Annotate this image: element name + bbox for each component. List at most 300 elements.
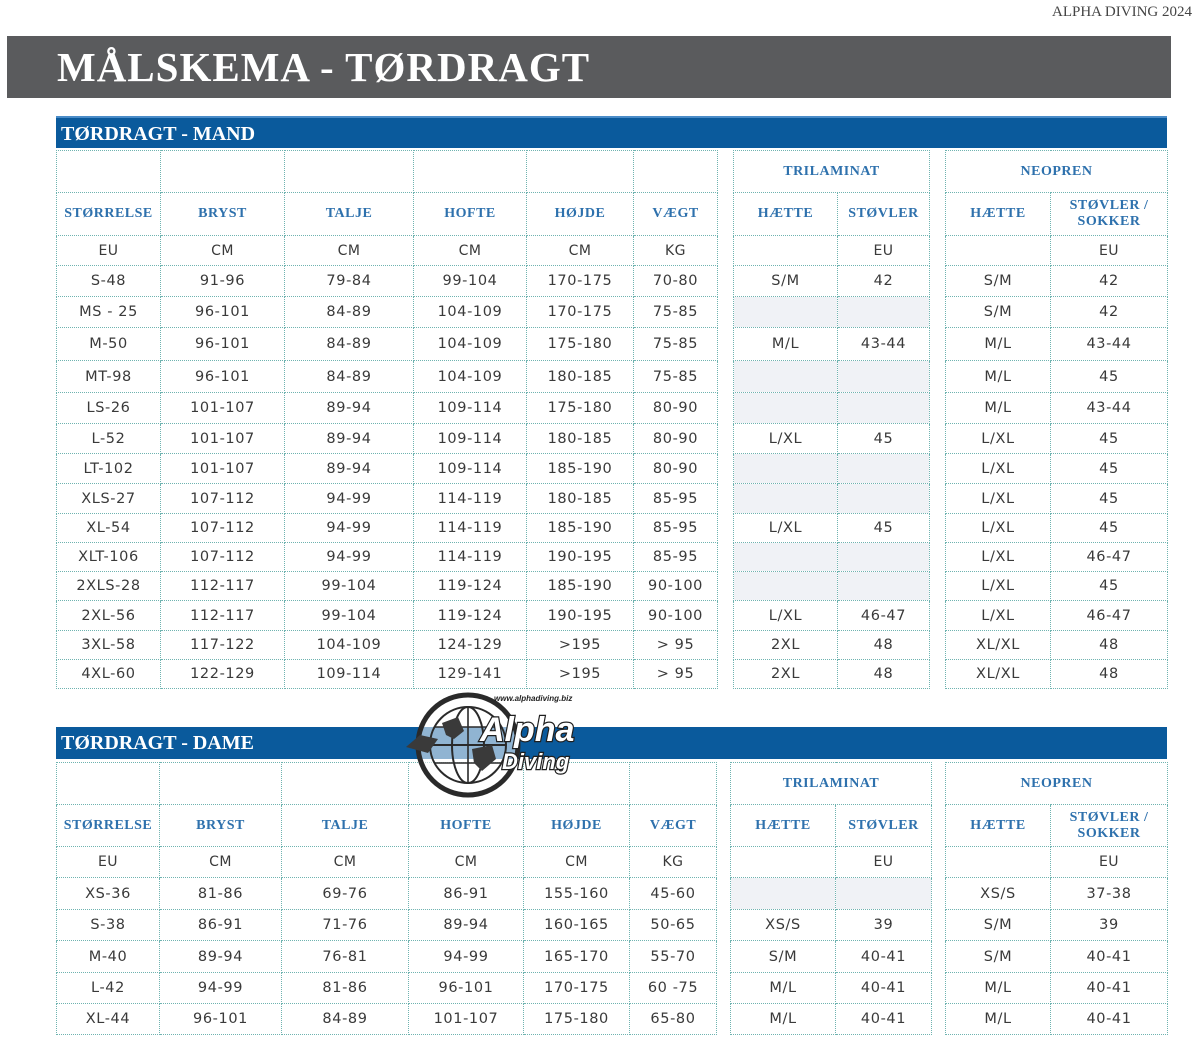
table-cell: 40-41 [836,973,932,1004]
table-cell: 96-101 [161,328,285,361]
table-cell: 96-101 [161,361,285,393]
table-row [734,454,930,484]
table-cell: L/XL [946,484,1051,514]
table-cell [838,484,930,514]
table-cell: L/XL [946,572,1051,601]
column-header: VÆGT [630,805,717,847]
table-cell [734,454,838,484]
table-cell: 75-85 [634,297,718,328]
group-label: TRILAMINAT [734,151,930,193]
table-cell: L-42 [57,973,160,1004]
table-cell: 99-104 [285,572,414,601]
table-row [946,660,1168,689]
group-header-row [734,151,930,193]
table-cell: 94-99 [285,484,414,514]
table-cell: L/XL [734,601,838,631]
mand-main-table [56,150,718,689]
table-cell: 109-114 [414,424,527,454]
column-header-row [57,193,718,236]
table-cell: 48 [838,631,930,660]
table-cell: 89-94 [409,910,524,941]
table-cell: 96-101 [409,973,524,1004]
table-cell: 40-41 [836,941,932,973]
table-cell: 71-76 [282,910,409,941]
group-label: NEOPREN [946,763,1168,805]
table-cell: 84-89 [285,328,414,361]
unit-label [731,847,836,878]
table-cell: M/L [734,328,838,361]
table-cell: L/XL [946,543,1051,572]
table-cell: 165-170 [524,941,630,973]
table-cell: 48 [838,660,930,689]
blank-header-cell [414,151,527,193]
column-header: STØVLER / SOKKER [1051,193,1168,236]
table-cell: 109-114 [414,393,527,424]
table-cell: 94-99 [285,514,414,543]
table-cell: 45 [1051,484,1168,514]
section-title-mand: TØRDRAGT - MAND [61,123,256,145]
table-cell: 91-96 [161,266,285,297]
table-row [734,572,930,601]
group-label: NEOPREN [946,151,1168,193]
table-cell: 101-107 [161,393,285,424]
table-cell: 70-80 [634,266,718,297]
unit-label: CM [282,847,409,878]
unit-label: KG [634,236,718,266]
table-cell: 45 [1051,424,1168,454]
unit-label: EU [838,236,930,266]
table-row [946,484,1168,514]
group-header-row [946,151,1168,193]
table-cell: 43-44 [1051,393,1168,424]
table-cell: 46-47 [1051,601,1168,631]
table-cell: XLT-106 [57,543,161,572]
blank-header-cell [527,151,634,193]
table-cell: 2XL [734,660,838,689]
table-row [946,973,1168,1004]
table-cell: 89-94 [160,941,282,973]
table-cell: 101-107 [409,1004,524,1035]
table-row [946,572,1168,601]
table-cell: L/XL [946,454,1051,484]
page-title: MÅLSKEMA - TØRDRAGT [57,44,591,90]
table-cell: 94-99 [409,941,524,973]
table-cell: > 95 [634,631,718,660]
table-cell: 109-114 [285,660,414,689]
table-cell: 40-41 [1051,1004,1168,1035]
table-cell: 80-90 [634,424,718,454]
table-cell: S/M [946,266,1051,297]
table-cell: 185-190 [527,454,634,484]
table-cell: 60 -75 [630,973,717,1004]
column-header: HOFTE [414,193,527,236]
blank-header-cell [57,151,161,193]
table-cell: XS-36 [57,878,160,910]
table-cell: L/XL [734,514,838,543]
table-cell: 104-109 [414,361,527,393]
unit-row [731,847,932,878]
table-row [734,393,930,424]
unit-label: KG [630,847,717,878]
unit-label: CM [161,236,285,266]
table-cell: M/L [731,973,836,1004]
table-cell: 48 [1051,660,1168,689]
table-cell: 45-60 [630,878,717,910]
table-row [734,514,930,543]
unit-row [734,236,930,266]
blank-header-cell [630,763,717,805]
table-row [57,297,718,328]
table-cell [838,393,930,424]
table-cell: S/M [946,910,1051,941]
table-cell: 48 [1051,631,1168,660]
table-cell: XL/XL [946,660,1051,689]
table-cell: LT-102 [57,454,161,484]
table-cell: 81-86 [282,973,409,1004]
section-bar-dame [56,727,1167,759]
table-cell: 45 [838,514,930,543]
unit-label: EU [57,847,160,878]
table-cell: 40-41 [1051,941,1168,973]
unit-label: CM [414,236,527,266]
group-header-row [946,763,1168,805]
table-cell: 86-91 [409,878,524,910]
table-row [731,1004,932,1035]
logo-url: www.alphadiving.biz [494,694,573,703]
table-cell: 39 [836,910,932,941]
column-header: HØJDE [527,193,634,236]
column-header: HØJDE [524,805,630,847]
table-row [731,941,932,973]
table-cell: 89-94 [285,393,414,424]
table-cell: 84-89 [285,297,414,328]
table-cell: 114-119 [414,543,527,572]
table-row [946,910,1168,941]
table-cell [838,454,930,484]
blank-header-cell [161,151,285,193]
table-row [946,514,1168,543]
unit-label: EU [836,847,932,878]
column-header: TALJE [282,805,409,847]
mand-trilaminat-table [733,150,930,689]
table-row [734,424,930,454]
table-cell: 94-99 [285,543,414,572]
table-cell: 39 [1051,910,1168,941]
table-cell: 37-38 [1051,878,1168,910]
dame-main-table [56,762,717,1035]
table-row [946,297,1168,328]
table-cell: 180-185 [527,361,634,393]
table-cell: S/M [946,941,1051,973]
table-row [734,543,930,572]
table-cell: 85-95 [634,484,718,514]
table-row [57,266,718,297]
table-cell [838,361,930,393]
table-cell: 107-112 [161,543,285,572]
table-row [946,454,1168,484]
unit-label: CM [285,236,414,266]
table-row [734,660,930,689]
table-row [734,484,930,514]
table-cell: XS/S [946,878,1051,910]
table-cell: 99-104 [414,266,527,297]
table-cell: 75-85 [634,361,718,393]
table-cell: L/XL [946,601,1051,631]
column-header-row [946,193,1168,236]
table-cell: 124-129 [414,631,527,660]
table-cell: 2XL [734,631,838,660]
column-header-row [57,805,717,847]
table-cell: 112-117 [161,572,285,601]
table-cell: 180-185 [527,484,634,514]
column-header: STØVLER [836,805,932,847]
unit-label: CM [160,847,282,878]
table-cell: L/XL [946,514,1051,543]
table-cell: 75-85 [634,328,718,361]
table-row [734,601,930,631]
table-cell: M/L [946,361,1051,393]
section-title-dame: TØRDRAGT - DAME [61,732,254,754]
table-cell [734,572,838,601]
unit-label [734,236,838,266]
table-cell: 46-47 [1051,543,1168,572]
table-cell: 50-65 [630,910,717,941]
table-cell: 84-89 [285,361,414,393]
table-row [57,878,717,910]
table-cell: 81-86 [160,878,282,910]
table-cell: 86-91 [160,910,282,941]
table-cell: 96-101 [161,297,285,328]
group-header-row [57,763,717,805]
table-row [946,328,1168,361]
title-banner [7,36,1171,98]
unit-label: CM [409,847,524,878]
column-header: HÆTTE [946,193,1051,236]
unit-label: EU [1051,847,1168,878]
table-row [946,601,1168,631]
table-row [946,878,1168,910]
table-cell: 170-175 [527,266,634,297]
table-cell: 107-112 [161,484,285,514]
column-header: STØVLER [838,193,930,236]
table-cell [838,297,930,328]
table-cell: 104-109 [414,297,527,328]
table-row [57,454,718,484]
table-cell: S-48 [57,266,161,297]
table-cell: 90-100 [634,572,718,601]
logo-word-diving: Diving [502,749,570,774]
table-row [946,941,1168,973]
table-cell: 2XL-56 [57,601,161,631]
table-cell: 114-119 [414,514,527,543]
column-header: BRYST [160,805,282,847]
table-cell: 45 [1051,454,1168,484]
unit-row [57,236,718,266]
unit-row [946,236,1168,266]
blank-header-cell [282,763,409,805]
table-cell: 96-101 [160,1004,282,1035]
table-cell [734,393,838,424]
table-cell: 42 [1051,266,1168,297]
table-cell: 40-41 [1051,973,1168,1004]
table-row [57,484,718,514]
unit-row [946,847,1168,878]
section-bar-mand [56,116,1167,148]
table-row [57,393,718,424]
table-cell: 109-114 [414,454,527,484]
table-cell: 42 [1051,297,1168,328]
table-cell: 175-180 [527,393,634,424]
column-header: VÆGT [634,193,718,236]
table-cell: S/M [731,941,836,973]
table-cell: 175-180 [524,1004,630,1035]
column-header: STØVLER / SOKKER [1051,805,1168,847]
table-row [57,941,717,973]
table-cell: 76-81 [282,941,409,973]
unit-label: EU [1051,236,1168,266]
group-header-row [57,151,718,193]
table-cell: 190-195 [527,543,634,572]
table-cell: 160-165 [524,910,630,941]
table-cell [734,484,838,514]
table-cell: 175-180 [527,328,634,361]
table-cell: XLS-27 [57,484,161,514]
table-cell: 99-104 [285,601,414,631]
table-cell: 45 [838,424,930,454]
table-cell: 170-175 [527,297,634,328]
mand-neopren-table [945,150,1168,689]
table-cell: >195 [527,660,634,689]
table-cell: XL/XL [946,631,1051,660]
table-cell: MS - 25 [57,297,161,328]
table-cell: 112-117 [161,601,285,631]
table-row [57,328,718,361]
table-row [734,297,930,328]
table-cell: M-40 [57,941,160,973]
table-row [57,631,718,660]
logo-word-alpha: Alpha [480,711,575,749]
table-cell [838,572,930,601]
column-header: HÆTTE [946,805,1051,847]
table-cell: M/L [946,328,1051,361]
table-row [946,424,1168,454]
table-cell: L/XL [734,424,838,454]
table-cell [734,543,838,572]
table-cell: XL-54 [57,514,161,543]
table-cell: 42 [838,266,930,297]
table-row [731,910,932,941]
blank-header-cell [285,151,414,193]
dame-trilaminat-table [730,762,932,1035]
unit-label: CM [524,847,630,878]
table-row [57,1004,717,1035]
column-header: HÆTTE [734,193,838,236]
table-cell [731,878,836,910]
table-cell: M/L [946,973,1051,1004]
table-row [734,266,930,297]
table-cell: 101-107 [161,454,285,484]
table-cell: 119-124 [414,572,527,601]
table-cell: MT-98 [57,361,161,393]
table-cell: 85-95 [634,543,718,572]
table-cell: 80-90 [634,454,718,484]
dame-neopren-table [945,762,1168,1035]
table-cell: 46-47 [838,601,930,631]
table-row [57,424,718,454]
table-row [734,631,930,660]
table-cell: 43-44 [838,328,930,361]
table-cell: L/XL [946,424,1051,454]
table-cell [734,361,838,393]
table-cell: XL-44 [57,1004,160,1035]
table-cell: S-38 [57,910,160,941]
table-cell: 85-95 [634,514,718,543]
table-cell: 79-84 [285,266,414,297]
table-row [57,572,718,601]
column-header: HOFTE [409,805,524,847]
column-header-row [731,805,932,847]
table-row [946,393,1168,424]
table-cell: 2XLS-28 [57,572,161,601]
table-cell: XS/S [731,910,836,941]
table-cell: LS-26 [57,393,161,424]
table-cell [734,297,838,328]
group-label: TRILAMINAT [731,763,932,805]
table-cell: M/L [946,1004,1051,1035]
table-cell: 89-94 [285,454,414,484]
table-cell: 90-100 [634,601,718,631]
table-cell: 104-109 [414,328,527,361]
table-cell: 122-129 [161,660,285,689]
table-cell [838,543,930,572]
table-cell [836,878,932,910]
table-cell: 119-124 [414,601,527,631]
table-cell: 4XL-60 [57,660,161,689]
table-cell: 107-112 [161,514,285,543]
table-cell: 40-41 [836,1004,932,1035]
unit-row [57,847,717,878]
table-cell: 89-94 [285,424,414,454]
blank-header-cell [634,151,718,193]
table-cell: 55-70 [630,941,717,973]
table-cell: 69-76 [282,878,409,910]
table-cell: L-52 [57,424,161,454]
table-row [57,660,718,689]
table-cell: 117-122 [161,631,285,660]
column-header: BRYST [161,193,285,236]
brand-label: ALPHA DIVING 2024 [1052,4,1192,20]
table-row [946,543,1168,572]
table-row [731,878,932,910]
table-cell: 80-90 [634,393,718,424]
group-header-row [731,763,932,805]
column-header-row [734,193,930,236]
table-cell: 3XL-58 [57,631,161,660]
table-row [57,543,718,572]
column-header-row [946,805,1168,847]
table-cell: 94-99 [160,973,282,1004]
table-cell: 185-190 [527,514,634,543]
table-row [946,631,1168,660]
column-header: STØRRELSE [57,193,161,236]
table-cell: 43-44 [1051,328,1168,361]
column-header: STØRRELSE [57,805,160,847]
table-cell: S/M [734,266,838,297]
table-cell: 155-160 [524,878,630,910]
unit-label: EU [57,236,161,266]
table-cell: M-50 [57,328,161,361]
table-row [57,973,717,1004]
